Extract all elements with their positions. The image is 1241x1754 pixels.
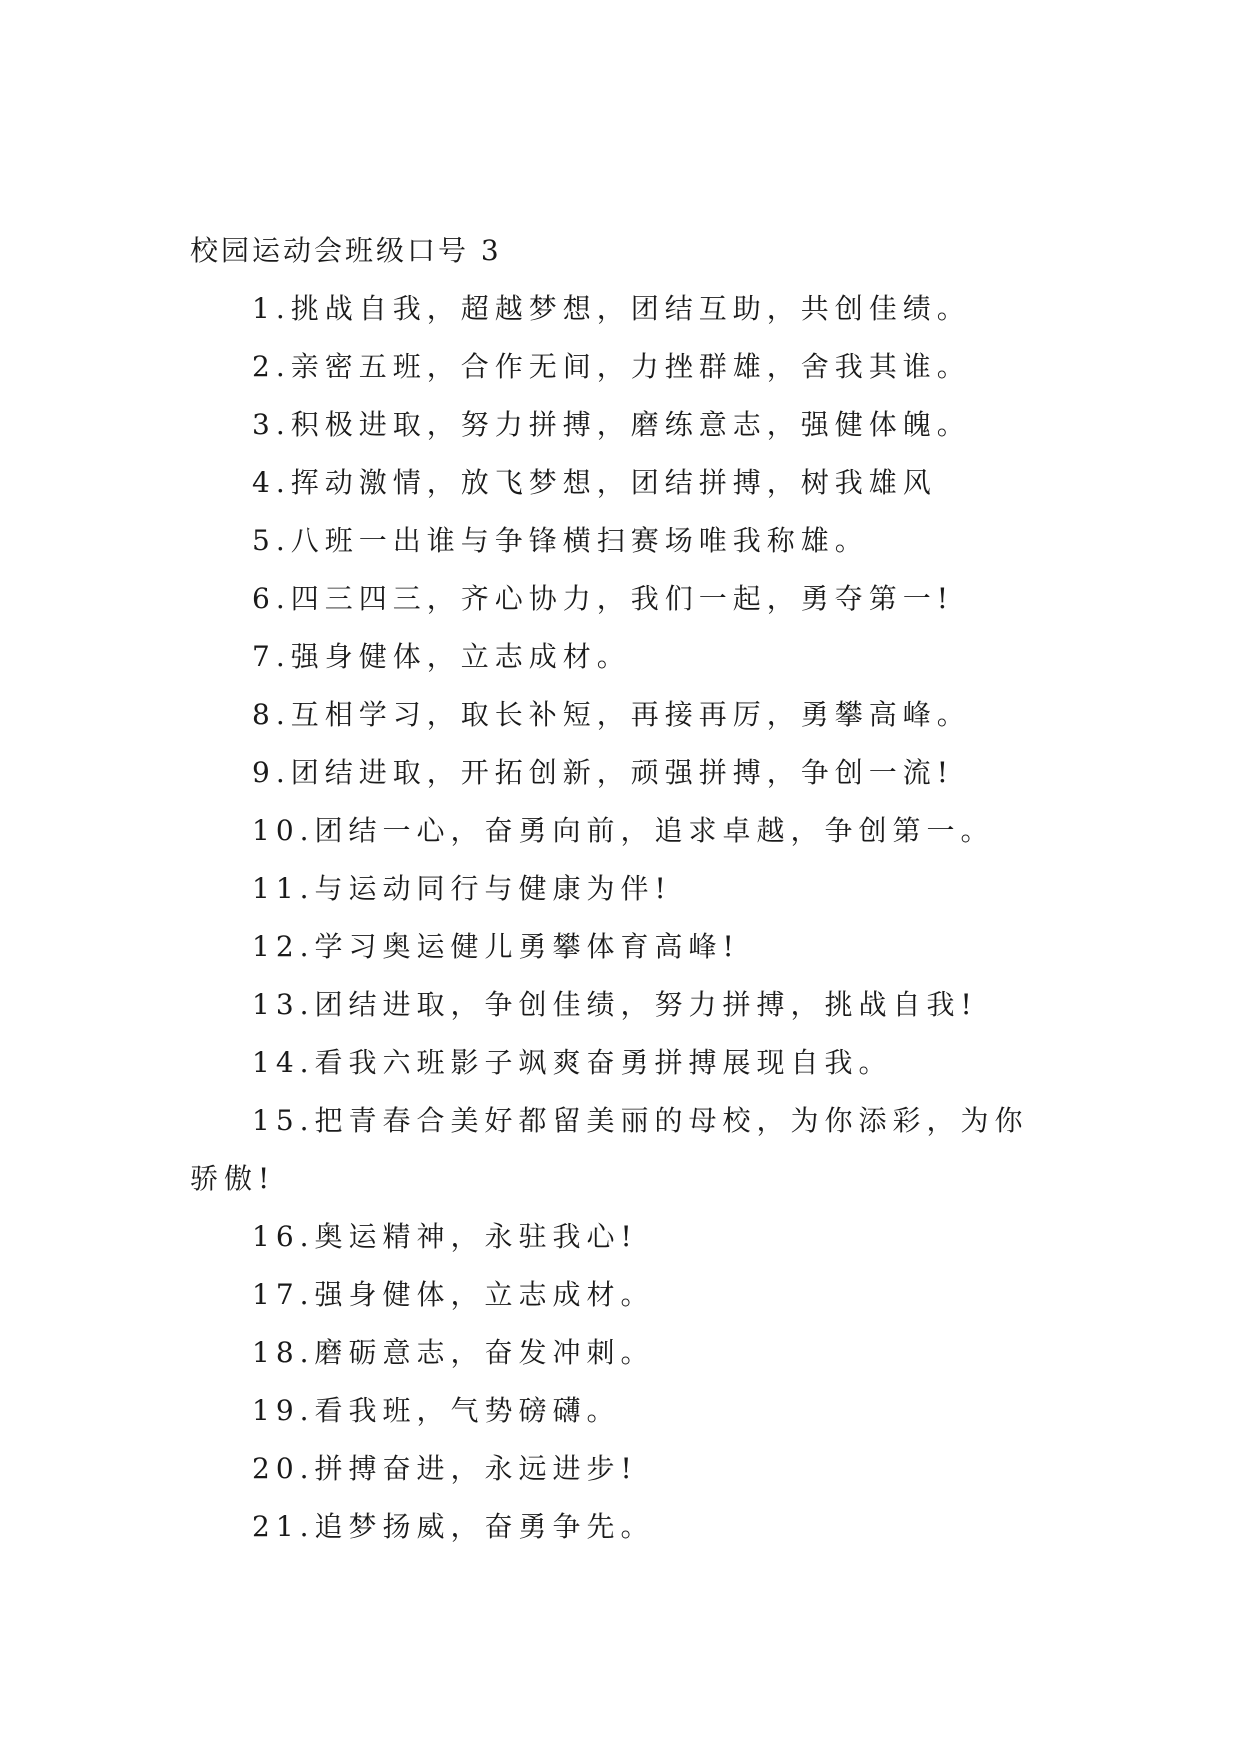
slogan-item: 10.团结一心，奋勇向前，追求卓越，争创第一。 — [252, 814, 995, 847]
slogan-item: 5.八班一出谁与争锋横扫赛场唯我称雄。 — [252, 524, 869, 557]
slogan-item: 20.拼搏奋进，永远进步! — [252, 1452, 638, 1485]
slogan-item: 16.奥运精神，永驻我心! — [252, 1220, 638, 1253]
slogan-item: 12.学习奥运健儿勇攀体育高峰! — [252, 930, 740, 963]
slogan-item: 1.挑战自我，超越梦想，团结互助，共创佳绩。 — [252, 292, 971, 325]
slogan-item: 19.看我班，气势磅礴。 — [252, 1394, 621, 1427]
document-page — [190, 222, 1060, 1556]
slogan-item: 17.强身健体，立志成材。 — [252, 1278, 655, 1311]
slogan-item: 18.磨砺意志，奋发冲刺。 — [252, 1336, 655, 1369]
slogan-item: 13.团结进取，争创佳绩，努力拼搏，挑战自我! — [252, 988, 978, 1021]
slogan-item: 14.看我六班影子飒爽奋勇拼搏展现自我。 — [252, 1046, 893, 1079]
slogan-item: 15.把青春合美好都留美丽的母校，为你添彩，为你骄傲! — [190, 1104, 1029, 1195]
slogan-item: 21.追梦扬威，奋勇争先。 — [252, 1510, 655, 1543]
slogan-item: 3.积极进取，努力拼搏，磨练意志，强健体魄。 — [252, 408, 971, 441]
slogan-item: 9.团结进取，开拓创新，顽强拼搏，争创一流! — [252, 756, 954, 789]
slogan-item: 8.互相学习，取长补短，再接再厉，勇攀高峰。 — [252, 698, 971, 731]
slogan-item: 11.与运动同行与健康为伴! — [252, 872, 672, 905]
slogan-item: 6.四三四三，齐心协力，我们一起，勇夺第一! — [252, 582, 954, 615]
slogan-item: 2.亲密五班，合作无间，力挫群雄，舍我其谁。 — [252, 350, 971, 383]
slogan-item: 4.挥动激情，放飞梦想，团结拼搏，树我雄风 — [252, 466, 937, 499]
slogan-item: 7.强身健体，立志成材。 — [252, 640, 631, 673]
document-title: 校园运动会班级口号 3 — [190, 234, 502, 267]
slogan-list — [190, 280, 1060, 1556]
